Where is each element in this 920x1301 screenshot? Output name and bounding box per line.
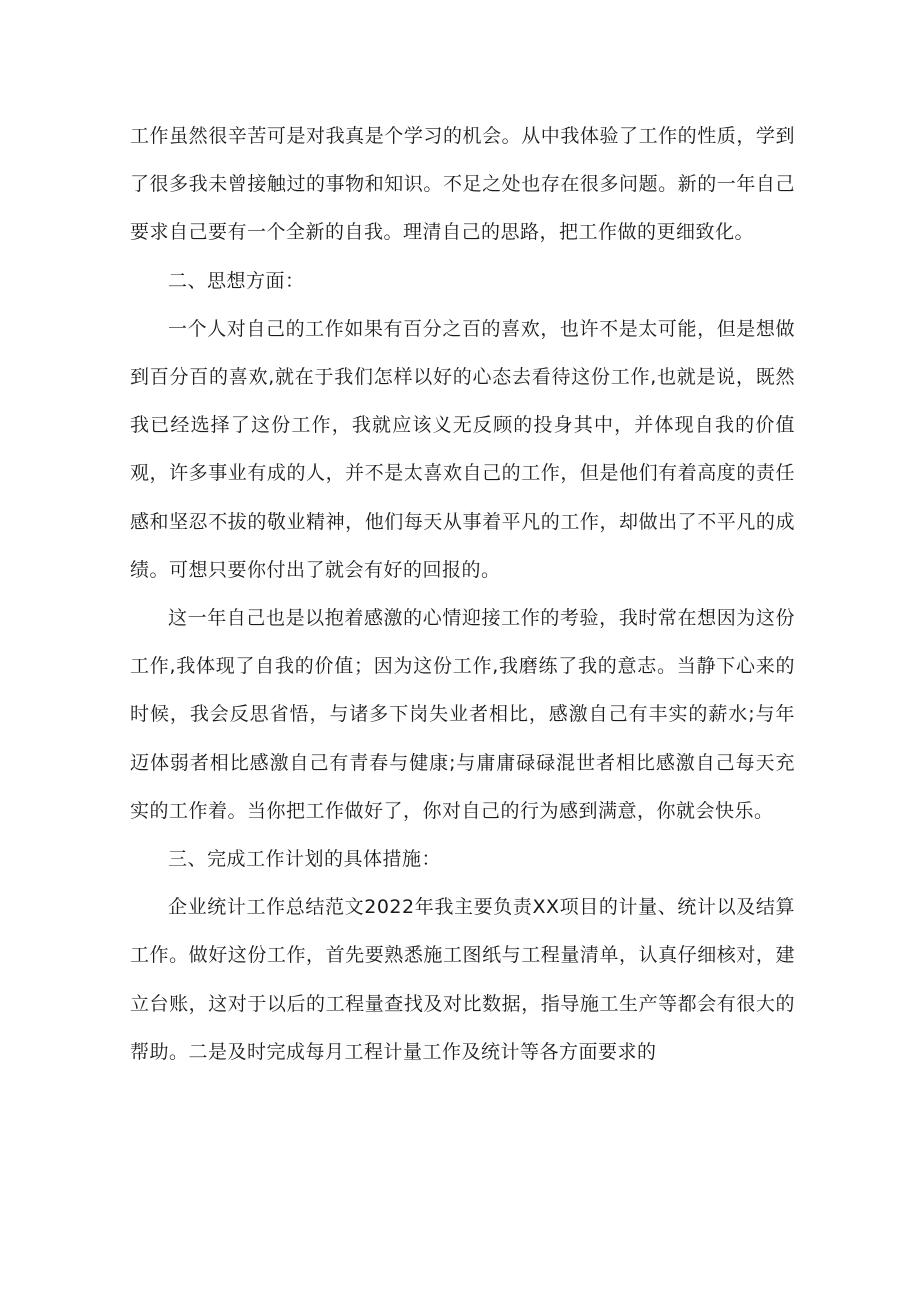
paragraph-statistics-work: 企业统计工作总结范文2022年我主要负责XX项目的计量、统计以及结算工作。做好这份工作，首先要熟悉施工图纸与工程量清单，认真仔细核对，建立台账，这对于以后的工程量查找及对比数据，指导施工生产等都会有很大的帮助。二是及时完成每月工程计量工作及统计等各方面要求的 (130, 896, 795, 1063)
paragraph-thought-attitude: 一个人对自己的工作如果有百分之百的喜欢，也许不是太可能，但是想做到百分百的喜欢,就在于我们怎样以好的心态去看待这份工作,也就是说，既然我已经选择了这份工作，我就应该义无反顾的投身其中，并体现自我的价值观，许多事业有成的人，并不是太喜欢自己的工作，但是他们有着高度的责任感和坚忍不拔的敬业精神，他们每天从事着平凡的工作，却做出了不平凡的成绩。可想只要你付出了就会有好的回报的。 (130, 317, 795, 581)
document-body (130, 112, 795, 1076)
section-heading-measures: 三、完成工作计划的具体措施： (168, 848, 442, 871)
paragraph-gratitude: 这一年自己也是以抱着感激的心情迎接工作的考验，我时常在想因为这份工作,我体现了自我的价值；因为这份工作,我磨练了我的意志。当静下心来的时候，我会反思省悟，与诸多下岗失业者相比，感激自己有丰实的薪水;与年迈体弱者相比感激自己有青春与健康;与庸庸碌碌混世者相比感激自己每天充实的工作着。当你把工作做好了，你对自己的行为感到满意，你就会快乐。 (130, 607, 795, 822)
section-heading-thought: 二、思想方面： (168, 269, 305, 292)
paragraph-work-reflection: 工作虽然很辛苦可是对我真是个学习的机会。从中我体验了工作的性质，学到了很多我未曾接触过的事物和知识。不足之处也存在很多问题。新的一年自己要求自己要有一个全新的自我。理清自己的思路，把工作做的更细致化。 (130, 125, 795, 244)
